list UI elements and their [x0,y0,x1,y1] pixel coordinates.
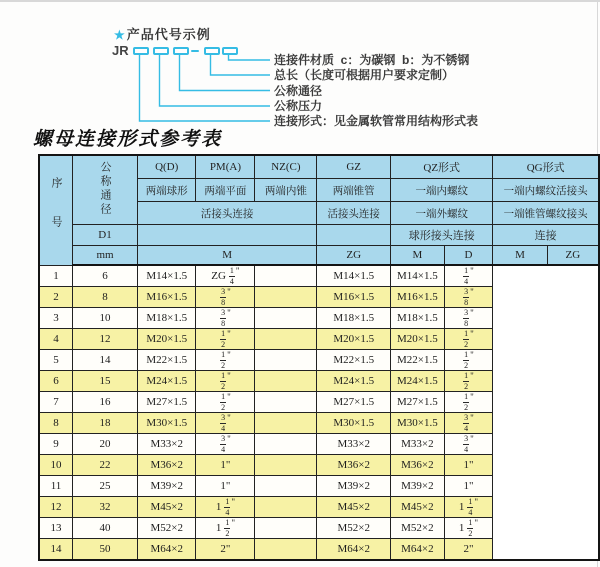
cell-qz-m [255,413,317,434]
cell-qz-d: M22×1.5 [317,350,391,371]
cell-qz-d: M27×1.5 [317,392,391,413]
cell-seq: 12 [39,497,73,518]
cell-qz-m [255,434,317,455]
header-qg-desc: 一端内螺纹活接头 [493,179,599,202]
diagram-heading-text: 产品代号示例 [126,27,211,42]
header-seq [39,155,73,265]
cell-zg: ZG $\frac{1}{4}$ " [196,265,255,287]
cell-zg: 1" [196,455,255,476]
cell-qz-m [255,539,317,561]
header-qz-row3: 一端外螺纹 [391,202,493,225]
table-row [39,497,599,518]
cell-qz-d: M36×2 [317,455,391,476]
code-box-2 [153,47,169,55]
cell-dn: 6 [73,265,138,287]
code-box-4 [204,47,220,55]
cell-qz-m [255,350,317,371]
code-box-3 [173,47,189,55]
cell-qg-m: M39×2 [391,476,445,497]
cell-qg-zg: 1 $\frac{1}{2}$ " [444,518,493,539]
cell-qg-m: M36×2 [391,455,445,476]
table-body [39,265,599,560]
cell-dn: 25 [73,476,138,497]
cell-qg-zg: $\frac{1}{2}$ " [444,392,493,413]
cell-qg-zg: 1" [444,455,493,476]
table-row [39,265,599,287]
code-box-5 [222,47,238,55]
cell-m: M64×2 [138,539,196,561]
table-row [39,455,599,476]
cell-qg-zg: 1" [444,476,493,497]
cell-zg: $\frac{3}{4}$ " [196,413,255,434]
table-row [39,413,599,434]
header-q-desc: 两端球形 [138,179,196,202]
cell-qz-d: M52×2 [317,518,391,539]
cell-qz-d: M45×2 [317,497,391,518]
header-qg-row3: 一端锥管螺纹接头 [493,202,599,225]
cell-dn: 50 [73,539,138,561]
cell-qz-m [255,476,317,497]
header-qg-row4: 连接 [493,225,599,246]
cell-zg: 1" [196,476,255,497]
cell-qz-d: M39×2 [317,476,391,497]
table-row [39,392,599,413]
header-gz-desc: 两端锥管 [317,179,391,202]
cell-seq: 8 [39,413,73,434]
cell-m: M39×2 [138,476,196,497]
cell-qg-zg: $\frac{1}{4}$ " [444,265,493,287]
cell-seq: 1 [39,265,73,287]
cell-zg: $\frac{3}{4}$ " [196,434,255,455]
table-row [39,287,599,308]
table-row [39,434,599,455]
cell-qg-zg: 2" [444,539,493,561]
diagram-label-length: 总长（长度可根据用户要求定制） [274,68,455,82]
nut-connection-reference-table [38,154,600,561]
header-nz-code: NZ(C) [255,155,317,179]
header-gz-row3: 活接头连接 [317,202,391,225]
cell-seq: 6 [39,371,73,392]
cell-qg-m: M18×1.5 [391,308,445,329]
cell-qg-m: M45×2 [391,497,445,518]
cell-dn: 32 [73,497,138,518]
cell-qz-m [255,497,317,518]
cell-zg: $\frac{1}{2}$ " [196,371,255,392]
cell-seq: 5 [39,350,73,371]
cell-seq: 13 [39,518,73,539]
cell-qz-m [255,518,317,539]
cell-qz-m [255,455,317,476]
cell-seq: 11 [39,476,73,497]
cell-seq: 14 [39,539,73,561]
cell-qg-zg: $\frac{1}{2}$ " [444,371,493,392]
diagram-heading [114,24,211,43]
cell-qg-zg: $\frac{1}{2}$ " [444,350,493,371]
cell-zg: $\frac{1}{2}$ " [196,350,255,371]
cell-qz-d: M18×1.5 [317,308,391,329]
cell-m: M20×1.5 [138,329,196,350]
header-qg-unit-zg: ZG [547,246,599,266]
header-qz-code: QZ形式 [391,155,493,179]
cell-m: M22×1.5 [138,350,196,371]
table-row [39,350,599,371]
header-gz-code: GZ [317,155,391,179]
cell-qz-d: M14×1.5 [317,265,391,287]
cell-dn: 20 [73,434,138,455]
diagram-label-material: 连接件材质 c：为碳钢 b：为不锈钢 [274,53,470,67]
header-qz-unit-m: M [391,246,445,266]
cell-dn: 18 [73,413,138,434]
cell-zg: $\frac{1}{2}$ " [196,329,255,350]
header-qz-row4: 球形接头连接 [391,225,493,246]
cell-qg-m: M24×1.5 [391,371,445,392]
code-box-1 [133,47,149,55]
cell-qz-d: M64×2 [317,539,391,561]
cell-qz-d: M24×1.5 [317,371,391,392]
cell-dn: 10 [73,308,138,329]
cell-zg: 1 $\frac{1}{2}$ " [196,518,255,539]
cell-qg-m: M64×2 [391,539,445,561]
code-dash [191,50,199,52]
cell-seq: 2 [39,287,73,308]
cell-qg-m: M33×2 [391,434,445,455]
cell-qg-m: M30×1.5 [391,413,445,434]
cell-seq: 9 [39,434,73,455]
diagram-label-connection: 连接形式：见金属软管常用结构形式表 [274,114,479,128]
cell-qg-zg: $\frac{3}{4}$ " [444,434,493,455]
table-row [39,539,599,561]
cell-qg-m: M16×1.5 [391,287,445,308]
cell-m: M36×2 [138,455,196,476]
cell-qz-d: M30×1.5 [317,413,391,434]
header-pm-code: PM(A) [196,155,255,179]
header-qg-unit-m: M [493,246,547,266]
cell-m: M45×2 [138,497,196,518]
cell-qz-m [255,308,317,329]
table-row [39,371,599,392]
cell-zg: $\frac{1}{2}$ " [196,392,255,413]
cell-seq: 3 [39,308,73,329]
cell-m: M27×1.5 [138,392,196,413]
cell-dn: 22 [73,455,138,476]
header-gz-empty [317,225,391,246]
cell-qz-d: M20×1.5 [317,329,391,350]
header-qz-desc: 一端内螺纹 [391,179,493,202]
cell-dn: 8 [73,287,138,308]
table-row [39,518,599,539]
cell-qg-m: M22×1.5 [391,350,445,371]
table-row [39,476,599,497]
cell-qg-zg: 1 $\frac{1}{4}$ " [444,497,493,518]
cell-qg-zg: $\frac{3}{4}$ " [444,413,493,434]
cell-qg-zg: $\frac{3}{8}$ " [444,308,493,329]
cell-qz-d: M16×1.5 [317,287,391,308]
cell-zg: 1 $\frac{1}{4}$ " [196,497,255,518]
cell-dn: 12 [73,329,138,350]
cell-m: M30×1.5 [138,413,196,434]
cell-qg-m: M27×1.5 [391,392,445,413]
header-pm-desc: 两端平面 [196,179,255,202]
table-row [39,308,599,329]
cell-qg-m: M14×1.5 [391,265,445,287]
cell-qg-zg: $\frac{1}{2}$ " [444,329,493,350]
cell-seq: 4 [39,329,73,350]
cell-dn: 40 [73,518,138,539]
cell-m: M14×1.5 [138,265,196,287]
cell-qz-m [255,329,317,350]
header-left-empty [138,225,317,246]
cell-dn: 15 [73,371,138,392]
header-d1: D1 [73,225,138,246]
cell-m: M24×1.5 [138,371,196,392]
cell-seq: 10 [39,455,73,476]
cell-qz-m [255,371,317,392]
cell-m: M33×2 [138,434,196,455]
cell-seq: 7 [39,392,73,413]
cell-dn: 16 [73,392,138,413]
diagram-label-diameter: 公称通径 [274,83,323,98]
cell-zg: 2" [196,539,255,561]
header-seq-text: 序号 [50,176,62,255]
header-gz-unit: ZG [317,246,391,266]
header-mm: mm [73,246,138,266]
cell-qg-m: M20×1.5 [391,329,445,350]
header-left-unit: M [138,246,317,266]
header-qg-code: QG形式 [493,155,599,179]
cell-m: M52×2 [138,518,196,539]
diagram-label-pressure: 公称压力 [274,99,323,113]
header-left-row3: 活接头连接 [138,202,317,225]
cell-zg: $\frac{3}{8}$ " [196,287,255,308]
header-qz-unit-d: D [444,246,493,266]
table-head [39,155,599,265]
header-q-code: Q(D) [138,155,196,179]
table-title: 螺母连接形式参考表 [33,129,223,150]
header-nz-desc: 两端内锥 [255,179,317,202]
cell-dn: 14 [73,350,138,371]
cell-qz-d: M33×2 [317,434,391,455]
cell-qz-m [255,287,317,308]
cell-qg-zg: $\frac{3}{8}$ " [444,287,493,308]
table-row [39,329,599,350]
product-code-prefix: JR [112,43,129,58]
header-dn-text: 公称通径 [99,160,111,217]
cell-m: M16×1.5 [138,287,196,308]
cell-zg: $\frac{3}{8}$ " [196,308,255,329]
star-icon: ★ [114,28,126,42]
cell-qz-m [255,265,317,287]
cell-qg-m: M52×2 [391,518,445,539]
header-dn [73,155,138,225]
cell-m: M18×1.5 [138,308,196,329]
cell-qz-m [255,392,317,413]
